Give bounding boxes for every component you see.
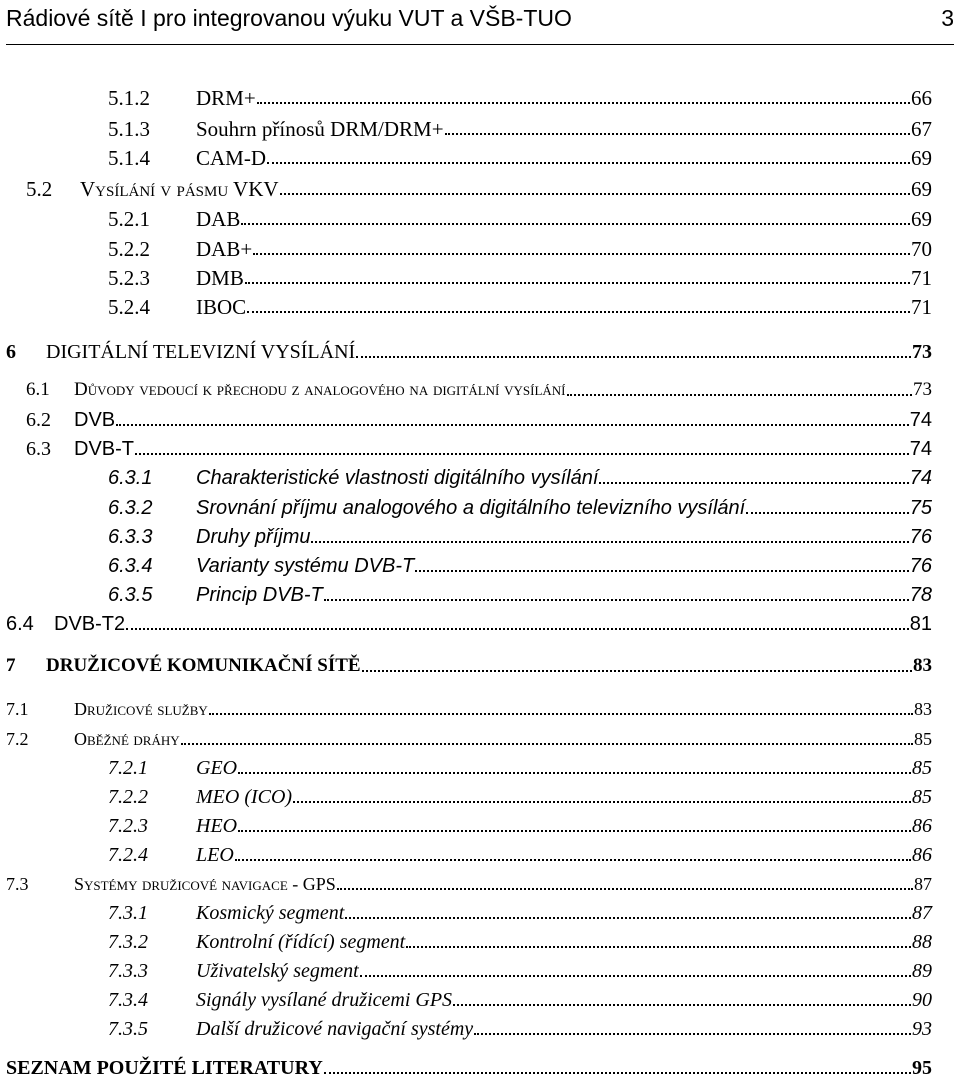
toc-entry-page: 85 [912, 757, 932, 779]
toc-entry-title: Další družicové navigační systémy [196, 1018, 474, 1040]
toc-entry-title: DVB-T [74, 438, 134, 460]
dot-leader [247, 311, 910, 313]
toc-entry-number: 5.1.2 [108, 86, 150, 110]
toc-entry[interactable] [6, 870, 932, 898]
toc-entry[interactable] [108, 928, 932, 956]
dot-leader [181, 743, 913, 745]
toc-entry-number: 7.2.1 [108, 757, 148, 779]
toc-entry-number: 5.2.3 [108, 266, 150, 290]
toc-entry-title: Důvody vedoucí k přechodu z analogového na digitální vysílání [74, 379, 566, 400]
toc-entry[interactable] [108, 523, 932, 551]
toc-entry-page: 71 [911, 266, 932, 290]
toc-entry-number: 6.2 [26, 409, 51, 431]
toc-entry-title: Princip DVB-T [196, 584, 323, 606]
toc-entry[interactable] [26, 376, 932, 404]
dot-leader [453, 1004, 911, 1006]
dot-leader [324, 1072, 911, 1074]
toc-entry-number: 5.2.4 [108, 295, 150, 319]
toc-entry-page: 95 [912, 1057, 932, 1079]
toc-entry-number: 5.2 [26, 177, 53, 201]
dot-leader [362, 670, 912, 672]
toc-entry-page: 83 [913, 655, 932, 676]
toc-entry-page: 89 [912, 960, 932, 982]
toc-entry[interactable] [108, 235, 932, 263]
toc-chapter-entry[interactable] [6, 338, 932, 366]
toc-entry-number: 6.3.1 [108, 467, 153, 489]
dot-leader [293, 801, 911, 803]
toc-entry[interactable] [108, 494, 932, 522]
toc-entry-page: 76 [909, 526, 932, 548]
toc-entry-number: 7.3.3 [108, 960, 148, 982]
toc-entry-page: 69 [911, 146, 932, 170]
toc-entry-page: 69 [911, 177, 932, 201]
dot-leader [241, 223, 910, 225]
toc-entry-title: CAM-D [196, 146, 267, 170]
dot-leader [445, 133, 910, 135]
toc-entry-title: Srovnání příjmu analogového a digitálního televizního vysílání [196, 497, 746, 519]
toc-entry[interactable] [108, 264, 932, 292]
toc-entry-page: 85 [914, 729, 932, 749]
dot-leader [245, 282, 910, 284]
dot-leader [235, 859, 911, 861]
toc-entry-title: DIGITÁLNÍ TELEVIZNÍ VYSÍLÁNÍ [46, 341, 356, 363]
toc-entry-page: 86 [912, 815, 932, 837]
toc-entry-number: 6.1 [26, 379, 50, 400]
toc-entry-title: GEO [196, 757, 238, 779]
toc-entry-title: Vysílání v pásmu VKV [80, 177, 279, 201]
toc-entry-number: 7 [6, 655, 16, 676]
toc-chapter-entry[interactable] [6, 652, 932, 680]
dot-leader [253, 253, 910, 255]
toc-entry-title: Oběžné dráhy [74, 729, 180, 749]
toc-entry[interactable] [6, 695, 932, 723]
toc-entry[interactable] [108, 205, 932, 233]
toc-entry-number: 6.4 [6, 613, 34, 635]
dot-leader [116, 424, 909, 426]
dot-leader [238, 830, 911, 832]
dot-leader [356, 356, 911, 358]
toc-entry-title: DRUŽICOVÉ KOMUNIKAČNÍ SÍTĚ [46, 655, 361, 676]
toc-entry-number: 7.3.4 [108, 989, 148, 1011]
toc-entry[interactable] [108, 754, 932, 782]
dot-leader [474, 1033, 911, 1035]
toc-entry-page: 88 [912, 931, 932, 953]
toc-entry-page: 75 [909, 497, 932, 519]
document-title: Rádiové sítě I pro integrovanou výuku VUT a VŠB-TUO [6, 5, 572, 31]
dot-leader [267, 162, 910, 164]
toc-entry-number: 7.2.2 [108, 786, 148, 808]
dot-leader [746, 512, 909, 514]
toc-entry-page: 74 [909, 409, 932, 431]
dot-leader [406, 946, 911, 948]
toc-entry[interactable] [108, 841, 932, 869]
dot-leader [311, 541, 908, 543]
toc-entry-page: 76 [909, 555, 932, 577]
toc-entry-number: 7.3.1 [108, 902, 148, 924]
toc-entry-number: 5.2.1 [108, 207, 150, 231]
toc-entry-title: Druhy příjmu [196, 526, 311, 548]
toc-entry-number: 7.2.3 [108, 815, 148, 837]
toc-entry[interactable] [108, 783, 932, 811]
toc-entry[interactable] [108, 552, 932, 580]
dot-leader [209, 713, 913, 715]
toc-entry[interactable] [108, 812, 932, 840]
toc-entry[interactable] [6, 725, 932, 753]
toc-entry-page: 87 [912, 902, 932, 924]
toc-entry-number: 7.3 [6, 874, 29, 894]
toc-entry-page: 67 [911, 117, 932, 141]
toc-entry-title: Souhrn přínosů DRM/DRM+ [196, 117, 444, 141]
toc-chapter-entry[interactable] [6, 1054, 932, 1082]
toc-entry-number: 5.1.3 [108, 117, 150, 141]
toc-entry-title: Družicové služby [74, 699, 208, 719]
toc-entry-title: DAB [196, 207, 241, 231]
toc-entry[interactable] [108, 293, 932, 321]
header-page-number: 3 [941, 5, 954, 31]
toc-entry-page: 73 [913, 379, 932, 400]
toc-entry-title: DVB-T2 [54, 613, 126, 635]
toc-entry-page: 90 [912, 989, 932, 1011]
toc-entry-page: 86 [912, 844, 932, 866]
toc-entry-page: 81 [909, 613, 932, 635]
toc-entry[interactable] [6, 610, 932, 638]
toc-entry-title: Kontrolní (řídící) segment [196, 931, 406, 953]
toc-entry-page: 85 [912, 786, 932, 808]
toc-entry-title: DVB [74, 409, 116, 431]
toc-entry-page: 83 [914, 699, 932, 719]
toc-entry-title: HEO [196, 815, 238, 837]
dot-leader [280, 193, 910, 195]
toc-entry-number: 7.3.5 [108, 1018, 148, 1040]
dot-leader [135, 453, 909, 455]
toc-entry[interactable] [108, 115, 932, 143]
toc-entry-title: DMB [196, 266, 244, 290]
toc-entry-title: Systémy družicové navigace - GPS [74, 874, 336, 894]
dot-leader [257, 102, 910, 104]
toc-entry-page: 78 [909, 584, 932, 606]
toc-entry-page: 71 [911, 295, 932, 319]
dot-leader [415, 570, 909, 572]
toc-entry-title: Kosmický segment [196, 902, 345, 924]
toc-entry-title: Signály vysílané družicemi GPS [196, 989, 453, 1011]
toc-entry-page: 87 [914, 874, 932, 894]
toc-entry-page: 66 [911, 86, 932, 110]
toc-entry-number: 7.3.2 [108, 931, 148, 953]
dot-leader [345, 917, 911, 919]
toc-entry-page: 70 [911, 237, 932, 261]
toc-entry-number: 6 [6, 341, 16, 363]
toc-entry[interactable] [26, 435, 932, 463]
dot-leader [599, 482, 908, 484]
toc-entry-number: 6.3.4 [108, 555, 153, 577]
toc-entry[interactable] [108, 581, 932, 609]
toc-entry[interactable] [108, 1015, 932, 1043]
toc-entry-page: 69 [911, 207, 932, 231]
dot-leader [360, 975, 911, 977]
toc-entry-page: 74 [909, 438, 932, 460]
toc-entry[interactable] [108, 986, 932, 1014]
toc-entry[interactable] [108, 464, 932, 492]
toc-entry-title: LEO [196, 844, 234, 866]
toc-entry-title: IBOC [196, 295, 247, 319]
toc-entry-title: DRM+ [196, 86, 256, 110]
toc-entry-number: 7.2 [6, 729, 29, 749]
toc-entry-number: 5.2.2 [108, 237, 150, 261]
toc-entry[interactable] [108, 957, 932, 985]
toc-entry-number: 6.3 [26, 438, 51, 460]
toc-entry-title: MEO (ICO) [196, 786, 293, 808]
toc-entry-title: DAB+ [196, 237, 253, 261]
toc-entry-page: 74 [909, 467, 932, 489]
dot-leader [126, 628, 909, 630]
toc-entry[interactable] [26, 406, 932, 434]
toc-entry-number: 7.1 [6, 699, 29, 719]
toc-entry-page: 73 [912, 341, 932, 363]
toc-entry[interactable] [108, 899, 932, 927]
toc-entry-title: Charakteristické vlastnosti digitálního vysílání [196, 467, 599, 489]
toc-entry[interactable] [108, 144, 932, 172]
toc-entry-title: SEZNAM POUŽITÉ LITERATURY [6, 1057, 323, 1079]
toc-entry-number: 7.2.4 [108, 844, 148, 866]
dot-leader [324, 599, 909, 601]
dot-leader [238, 772, 911, 774]
toc-entry-number: 6.3.3 [108, 526, 153, 548]
toc-entry-number: 6.3.2 [108, 497, 153, 519]
dot-leader [337, 888, 913, 890]
toc-entry-title: Varianty systému DVB-T [196, 555, 415, 577]
toc-entry-number: 5.1.4 [108, 146, 150, 170]
toc-entry[interactable] [26, 175, 932, 203]
dot-leader [567, 394, 912, 396]
toc-entry-number: 6.3.5 [108, 584, 153, 606]
toc-entry[interactable] [108, 84, 932, 112]
toc-entry-page: 93 [912, 1018, 932, 1040]
toc-entry-title: Uživatelský segment [196, 960, 359, 982]
